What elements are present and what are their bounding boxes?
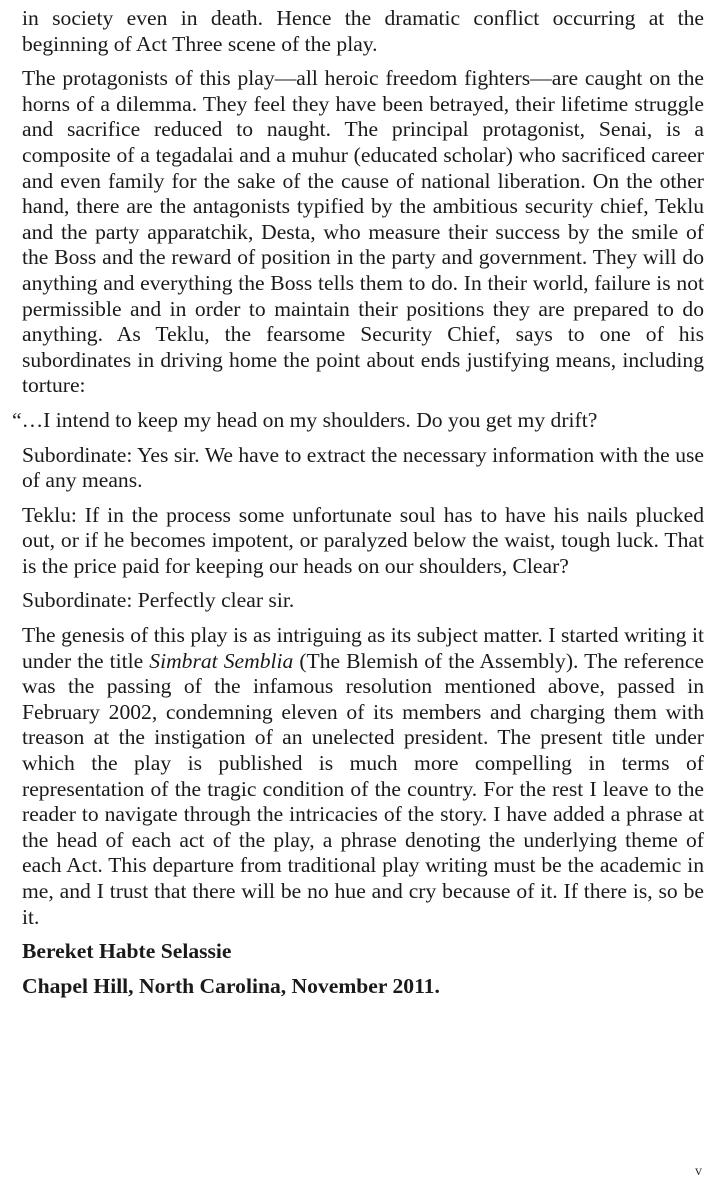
author-signature: Bereket Habte Selassie: [22, 939, 232, 964]
paragraph-genesis: [22, 623, 704, 930]
paragraph-protagonists: The protagonists of this play—all heroic freedom fighters—are caught on the horns of a dilemma. They feel they have been betrayed, their lifetime struggle and sacrifice reduced to naught. The principal protagonist, Senai, is a composite of a tegadalai and a muhur (educated scholar) who sacrificed career and even family for the sake of the cause of national liberation. On the other hand, there are the antagonists typified by the ambitious security chief, Teklu and the party apparatchik, Desta, who measure their success by the smile of the Boss and the reward of position in the party and government. They will do anything and everything the Boss tells them to do. In their world, failure is not permissible and in order to maintain their positions they are prepared to do anything. As Teklu, the fearsome Security Chief, says to one of his subordinates in driving home the point about ends justifying means, including torture:: [22, 66, 704, 398]
paragraph-intro-continuation: in society even in death. Hence the dramatic conflict occurring at the beginning of Act Three scene of the play.: [22, 6, 704, 56]
dialogue-subordinate-final: Subordinate: Perfectly clear sir.: [22, 588, 295, 613]
genesis-text-before: The genesis of this play is as intriguing as its subject matter. I started writing it under the title: [22, 623, 704, 673]
dialogue-teklu-opening: “…I intend to keep my head on my shoulders. Do you get my drift?: [12, 407, 598, 432]
place-date-line: Chapel Hill, North Carolina, November 2011.: [22, 973, 440, 998]
play-original-title: Simbrat Semblia: [149, 648, 294, 673]
page-content: [12, 6, 704, 999]
genesis-text-after: (The Blemish of the Assembly). The reference was the passing of the infamous resolution mentioned above, passed in February 2002, condemning eleven of its members and charging them with treason at the instigation of an unelected president. The present title under which the play is published is much more compelling in terms of representation of the tragic condition of the country. For the rest I leave to the reader to navigate through the intricacies of the story. I have added a phrase at the head of each act of the play, a phrase denoting the underlying theme of each Act. This departure from traditional play writing must be the academic in me, and I trust that there will be no hue and cry because of it. If there is, so be it.: [22, 648, 704, 929]
dialogue-subordinate-reply: Subordinate: Yes sir. We have to extract the necessary information with the use of any means.: [22, 442, 704, 493]
dialogue-teklu-response: Teklu: If in the process some unfortunate soul has to have his nails plucked out, or if he becomes impotent, or paralyzed below the waist, tough luck. That is the price paid for keeping our heads on our shoulders, Clear?: [22, 502, 704, 578]
page-number: v: [695, 1164, 702, 1179]
